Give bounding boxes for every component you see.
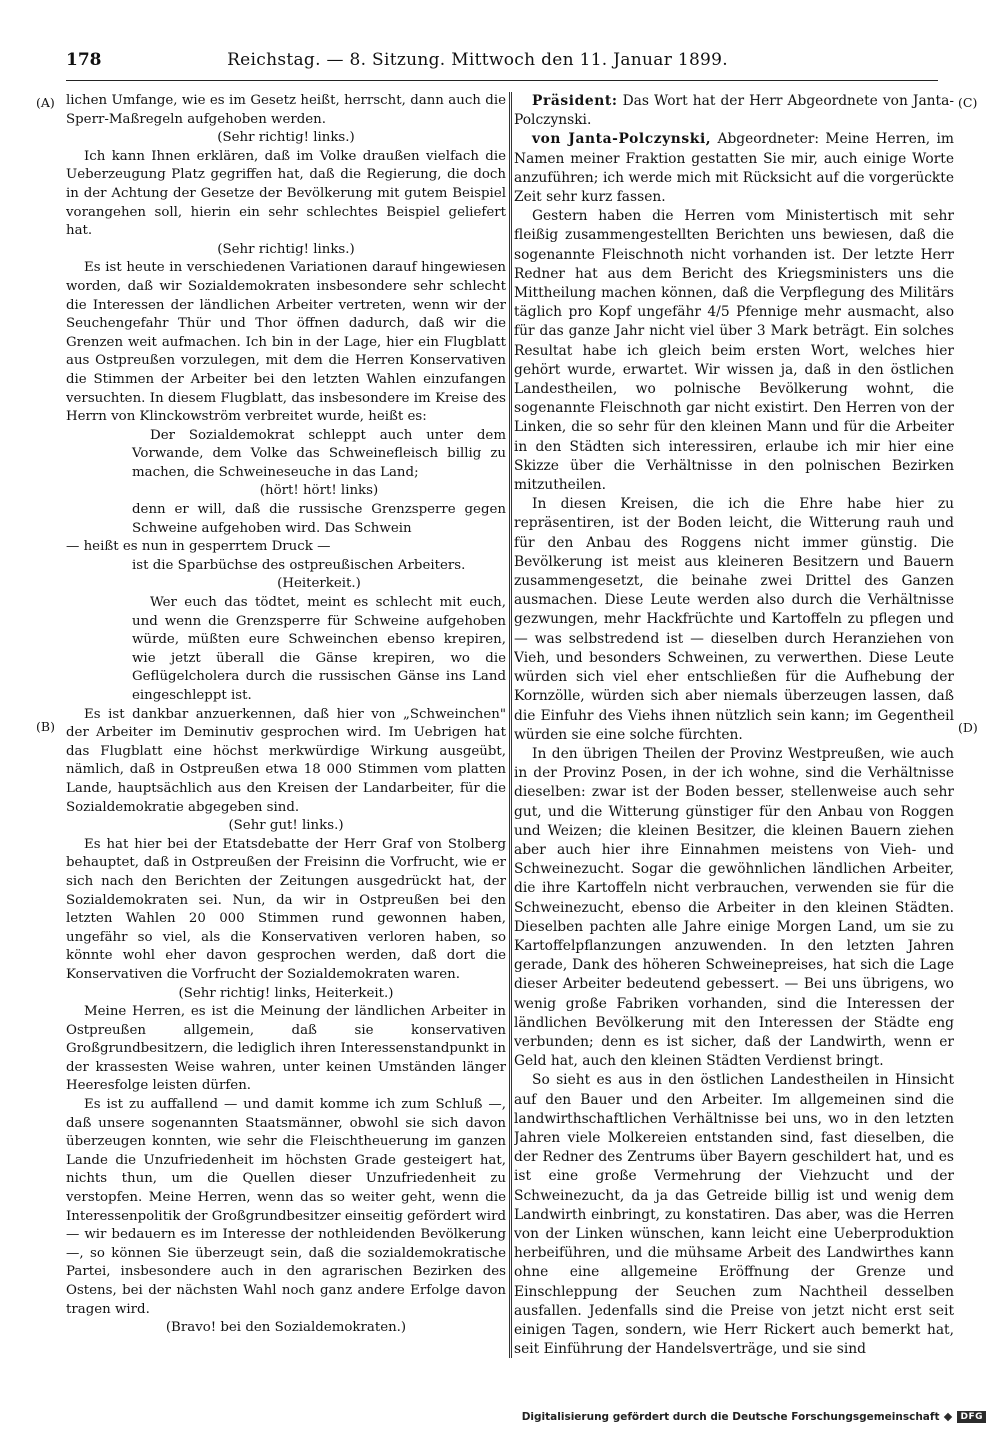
paragraph-text: — heißt es nun in gesperrtem Druck — — [66, 539, 331, 555]
interjection — [66, 1319, 506, 1338]
paragraph-text: In den übrigen Theilen der Provinz Westpreußen, wie auch in der Provinz Posen, in der ich wohne, sind die Verhältnisse dieselben: zwar ist der Boden besser, stellenweise auch sehr gut, und die Witterung günstiger für den Anbau von Roggen und Weizen; die kleinen Besitzer, die kleinen Bauern ziehen aber auch hier ihre Einnahmen meistens von Vieh- und Schweinezucht. Sogar die gewöhnlichen ländlichen Arbeiter, die ihre Kartoffeln nicht verbrauchen, verwenden sie für die Schweinezucht, ebenso die Arbeiter in den kleinen Städten. Dieselben pachten alle Jahre einige Morgen Land, um sie zu Kartoffelpflanzungen anzuwenden. In den letzten Jahren gerade, Dank des höheren Schweinepreises, hat sich die Lage dieser Arbeiter bedeutend gebessert. — Bei uns übrigens, wo wenig große Fabriken vorhanden, sind die Interessen der ländlichen Bevölkerung mit den Interessen der Städte eng verbunden; denn es ist sicher, daß der Landwirth, wenn er Geld hat, auch den kleinen Städten Verdienst bringt. — [514, 745, 954, 1070]
paragraph-text: (hört! hört! links) — [259, 483, 379, 499]
paragraph-text: denn er will, daß die russische Grenzsperre gegen Schweine aufgehoben wird. Das Schwein — [132, 502, 506, 536]
paragraph — [66, 92, 506, 129]
margin-marker-d: (D) — [958, 720, 978, 735]
page-header — [66, 44, 938, 81]
paragraph-text: Es ist zu auffallend — und damit komme ich zum Schluß —, daß unsere sogenannten Staatsmänner, obwohl sie sich davon überzeugen konnten, wie sehr die Fleischtheuerung im ganzen Lande die Unzufriedenheit im höchsten Grade gesteigert hat, nichts thun, um die Quellen dieser Unzufriedenheit zu verstopfen. Meine Herren, wenn das so weiter geht, wenn die Interessenpolitik der Großgrundbesitzer einseitig gefördert wird — wir bedauern es im Interesse der nothleidenden Bevölkerung —, so können Sie überzeugt sein, daß die sozialdemokratische Partei, insbesondere auch in den agrarischen Bezirken des Ostens, bei der nächsten Wahl noch ganz andere Erfolge davon tragen wird. — [66, 1097, 506, 1317]
paragraph — [66, 706, 506, 818]
paragraph — [514, 745, 954, 1071]
paragraph-text: Gestern haben die Herren vom Ministertisch mit sehr fleißig zusammengestellten Berichten uns bewiesen, daß die sogenannte Fleischnoth nicht vorhanden ist. Der letzte Herr Redner hat aus dem Bericht des Kriegsministers uns die Mittheilung machen können, daß die Verpflegung des Militärs täglich pro Kopf ungefähr 4/5 Pfennige mehr ausmacht, also für das ganze Jahr nicht viel über 3 Mark beträgt. Ein solches Resultat habe ich gleich beim ersten Wort, welches hier gehört wurde, erwartet. Wir wissen ja, daß in den östlichen Landestheilen, wo polnische Bevölkerung wohnt, die sogenannte Fleischnoth gar nicht existirt. Den Herren von der Linken, die so sehr für den kleinen Mann und für die Arbeiter in den Städten sich interessiren, erlaube ich mir hier eine Skizze über die Verhältnisse in den polnischen Bezirken mitzutheilen. — [514, 208, 954, 494]
right-column — [514, 92, 954, 1362]
paragraph-text: (Sehr gut! links.) — [228, 818, 344, 834]
paragraph-text: lichen Umfange, wie es im Gesetz heißt, herrscht, dann auch die Sperr-Maßregeln aufgehoben werden. — [66, 93, 506, 127]
dfg-diamond-icon — [944, 1413, 952, 1421]
dfg-logo: DFG — [957, 1411, 986, 1423]
quotation — [66, 557, 506, 576]
paragraph-text: (Sehr richtig! links, Heiterkeit.) — [178, 985, 394, 1001]
speaker-name: Präsident: — [532, 93, 618, 109]
interjection — [66, 482, 506, 501]
margin-marker-c: (C) — [958, 95, 978, 110]
interjection — [66, 817, 506, 836]
margin-marker-b: (B) — [36, 719, 55, 734]
quotation — [66, 501, 506, 538]
footer-credit-text: Digitalisierung gefördert durch die Deutsche Forschungsgemeinschaft — [521, 1411, 940, 1423]
footer-credit — [522, 1409, 986, 1425]
paragraph-text: Abgeordneter: Meine Herren, im Namen meiner Fraktion gestatten Sie mir, auch einige Worte anzuführen; ich werde mich mit Rücksicht auf die vorgerückte Zeit sehr kurz fassen. — [514, 131, 954, 206]
running-head: Reichstag. — 8. Sitzung. Mittwoch den 11. Januar 1899. — [227, 50, 728, 70]
paragraph — [66, 836, 506, 985]
interjection — [66, 985, 506, 1004]
quotation — [66, 594, 506, 706]
left-column — [66, 92, 506, 1362]
paragraph-text: Es hat hier bei der Etatsdebatte der Herr Graf von Stolberg behauptet, daß in Ostpreußen der Freisinn die Vorfrucht, wie er sich nach den Berichten der Zeitungen ausgedrückt hat, der Sozialdemokraten sei. Nun, da wir in Ostpreußen bei den letzten Wahlen 20 000 Stimmen rund gewonnen haben, ungefähr so viel, als die Konservativen verloren haben, so könnte wohl eher davon gesprochen werden, daß dort die Konservativen die Vorfrucht der Sozialdemokraten waren. — [66, 836, 506, 982]
interjection — [66, 129, 506, 148]
column-rule — [509, 92, 512, 1358]
paragraph-text: Es ist dankbar anzuerkennen, daß hier von „Schweinchen" der Arbeiter im Deminutiv gesprochen wird. Im Uebrigen hat das Flugblatt eine höchst merkwürdige Wirkung ausgeübt, nämlich, daß in Ostpreußen etwa 18 000 Stimmen vom platten Lande, hauptsächlich aus den Kreisen der Landarbeiter, für die Sozialdemokratie abgegeben sind. — [66, 706, 506, 815]
paragraph — [514, 130, 954, 207]
paragraph-text: Meine Herren, es ist die Meinung der ländlichen Arbeiter in Ostpreußen allgemein, daß sie konservativen Großgrundbesitzern, die lediglich ihren Interessenstandpunkt in der krassesten Weise wahren, unter keinen Umständen länger Heeresfolge leisten dürfen. — [66, 1004, 506, 1094]
paragraph-text: (Bravo! bei den Sozialdemokraten.) — [165, 1320, 407, 1336]
paragraph-text: Wer euch das tödtet, meint es schlecht mit euch, und wenn die Grenzsperre für Schweine aufgehoben würde, müßten eure Schweinchen ebenso krepiren, wie jetzt überall die Gänse krepiren, wo die Geflügelcholera durch die russischen Gänse ins Land eingeschleppt ist. — [132, 595, 506, 703]
paragraph-text: In diesen Kreisen, die ich die Ehre habe hier zu repräsentiren, ist der Boden leicht, die Witterung rauh und für den Anbau des Roggens nicht immer günstig. Die Bevölkerung ist meist aus kleineren Besitzern und Bauern zusammengesetzt, die beinahe zwei Drittel des Ganzen ausmachen. Diese Leute werden also durch die Verhältnisse gezwungen, mehr Hackfrüchte und Kartoffeln zu pflegen und — was selbstredend ist — dieselben durch Heranziehen von Vieh, und besonders Schweinen, zu verwerthen. Diese Leute würden sich viel eher entschließen für die Aufhebung der Kornzölle, würden sich aber niemals überzeugen lassen, daß die Einfuhr des Viehs ihnen nützlich sein kann; im Gegentheil würden sie eine solche fürchten. — [514, 496, 954, 743]
paragraph — [514, 1071, 954, 1359]
paragraph-text: (Heiterkeit.) — [277, 576, 361, 592]
interjection — [66, 575, 506, 594]
paragraph — [514, 92, 954, 130]
interjection — [66, 241, 506, 260]
paragraph-text: (Sehr richtig! links.) — [217, 130, 355, 146]
quotation — [66, 427, 506, 483]
paragraph — [66, 538, 506, 557]
paragraph-text: (Sehr richtig! links.) — [217, 241, 355, 257]
paragraph-text: Ich kann Ihnen erklären, daß im Volke draußen vielfach die Ueberzeugung Platz gegriffen hat, daß die Regierung, die doch in der Achtung der Gesetze der Bevölkerung mit gutem Beispiel vorangehen soll, hierin ein sehr schlechtes Beispiel geliefert hat. — [66, 148, 506, 239]
paragraph — [514, 495, 954, 745]
paragraph-text: Es ist heute in verschiedenen Variationen darauf hingewiesen worden, daß wir Sozialdemokraten insbesondere sehr schlecht die Interessen der ländlichen Arbeiter vertreten, wenn wir der Seuchengefahr Thür und Thor öffnen dadurch, daß wir die Grenzen weit aufmachen. Ich bin in der Lage, hier ein Flugblatt aus Ostpreußen vorzulegen, mit dem die Herren Konservativen die Stimmen der Arbeiter bei den letzten Wahlen einzufangen versuchten. In diesem Flugblatt, das insbesondere im Kreise des Herrn von Klinckowström verbreitet wurde, heißt es: — [66, 260, 506, 425]
paragraph-text: Der Sozialdemokrat schleppt auch unter dem Vorwande, dem Volke das Schweinefleisch billig zu machen, die Schweineseuche in das Land; — [132, 427, 506, 480]
paragraph — [66, 1096, 506, 1319]
paragraph — [514, 207, 954, 495]
paragraph — [66, 148, 506, 241]
paragraph — [66, 259, 506, 426]
margin-marker-a: (A) — [36, 95, 55, 110]
page-number: 178 — [66, 50, 102, 70]
paragraph — [66, 1003, 506, 1096]
paragraph-text: Das Wort hat der Herr Abgeordnete von Janta-Polczynski. — [514, 93, 954, 129]
paragraph-text: ist die Sparbüchse des ostpreußischen Arbeiters. — [132, 557, 466, 573]
speaker-name: von Janta-Polczynski, — [532, 131, 712, 148]
paragraph-text: So sieht es aus in den östlichen Landestheilen in Hinsicht auf den Bauer und den Arbeiter. Im allgemeinen sind die landwirthschaftlichen Verhältnisse bei uns, wo in den letzten Jahren viele Molkereien entstanden sind, fast dieselben, die der Redner des Zentrums über Bayern geschildert hat, und es ist eine große Vermehrung der Viehzucht und der Schweinezucht, da ja das Getreide billig ist und wenig dem Landwirth einbringt, zu konstatiren. Das aber, was die Herren von der Linken wünschen, kann leicht eine Ueberproduktion herbeiführen, und die mühsame Arbeit des Landwirthes kann ohne eine allgemeine Eröffnung der Grenze und Einschleppung der Seuchen zum Nachtheil desselben ausfallen. Jedenfalls sind die Preise von jetzt nicht erst seit einigen Tagen, sondern, wie Herr Rickert auch bemerkt hat, seit Einführung der Handelsverträge, und sie sind — [514, 1072, 954, 1358]
